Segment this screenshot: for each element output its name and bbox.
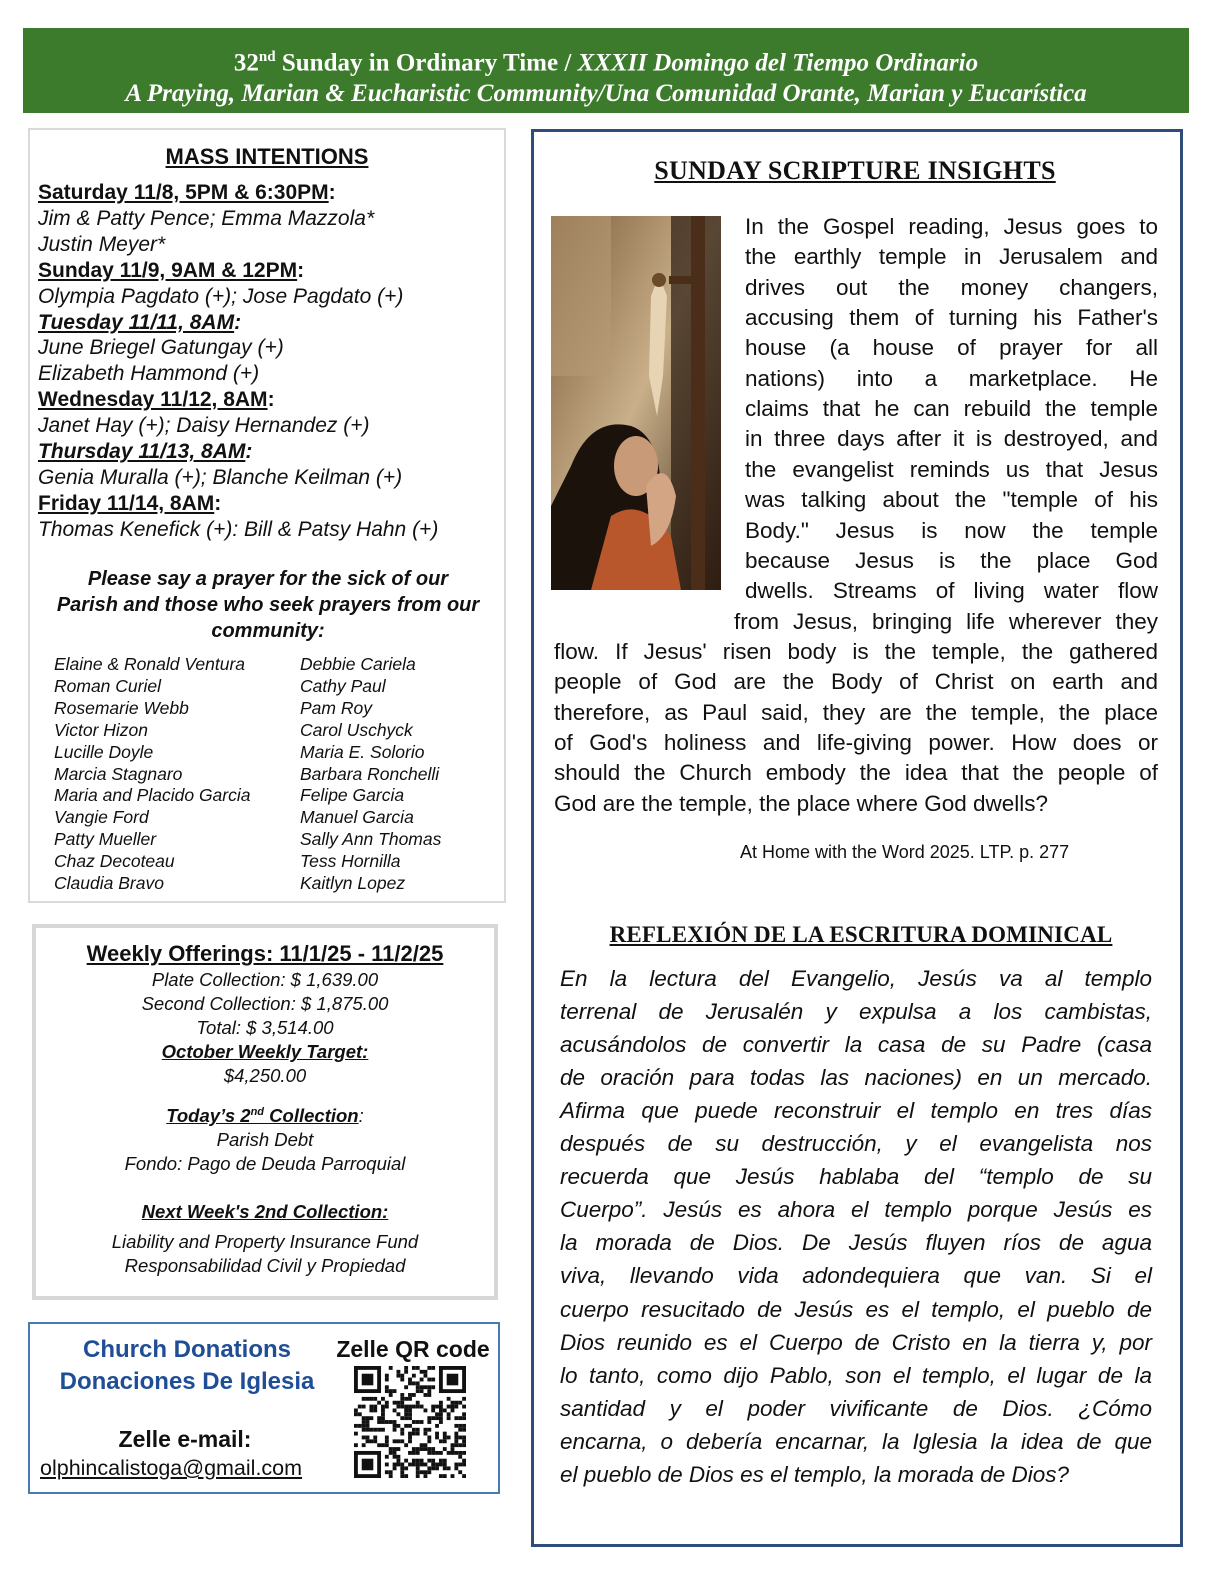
mass-day: Saturday 11/8, 5PM & 6:30PM bbox=[38, 181, 329, 204]
reflexion-line: Dios reunido es el Cuerpo de Cristo en la tierra y, por bbox=[560, 1329, 1152, 1355]
list-item: Chaz Decoteau bbox=[54, 851, 175, 872]
second-collection: Second Collection: $ 1,875.00 bbox=[141, 993, 389, 1014]
offerings-title: Weekly Offerings: 11/1/25 - 11/2/25 bbox=[86, 941, 444, 966]
reflexion-line: cuerpo resucitado de Jesús es el templo, el pueblo de bbox=[560, 1296, 1152, 1322]
insights-line: because Jesus is the place God bbox=[745, 547, 1158, 573]
donations-title: Church Donations Donaciones De Iglesia bbox=[59, 1336, 315, 1395]
reflexion-line: recuerda que Jesús hablaba del “templo de su bbox=[560, 1164, 1152, 1190]
mass-day: Sunday 11/9, 9AM & 12PM bbox=[38, 258, 298, 282]
next-collection-en: Liability and Property Insurance Fund bbox=[111, 1231, 419, 1253]
todays-collection-en: Parish Debt bbox=[216, 1129, 314, 1151]
mass-entry: Saturday 11/8, 5PM & 6:30PM: Jim & Patty Pence; Emma Mazzola* Justin Meyer* bbox=[38, 181, 375, 256]
mass-day: Thursday 11/13, 8AM bbox=[38, 440, 246, 464]
insights-line: Body." Jesus is now the temple bbox=[745, 517, 1158, 543]
insights-line: of God's holiness and life-giving power. How does or bbox=[554, 729, 1158, 755]
insights-line: accusing them of turning his Father's bbox=[745, 305, 1158, 331]
list-item: Elaine & Ronald Ventura bbox=[54, 654, 246, 674]
list-item: Patty Mueller bbox=[54, 829, 157, 850]
reflexion-line: acusándolos de convertir la casa de su Padre (casa bbox=[560, 1032, 1152, 1058]
mass-intentions-list bbox=[38, 180, 498, 543]
mass-entry: Tuesday 11/11, 8AM: June Briegel Gatungay (+) Elizabeth Hammond (+) bbox=[38, 310, 284, 386]
list-item: Cathy Paul bbox=[300, 675, 386, 696]
offerings-total: Total: $ 3,514.00 bbox=[196, 1017, 334, 1038]
reflexion-title: REFLEXIÓN DE LA ESCRITURA DOMINICAL bbox=[609, 922, 1113, 947]
zelle-qr-label: Zelle QR code bbox=[336, 1336, 490, 1362]
scripture-insights-title: SUNDAY SCRIPTURE INSIGHTS bbox=[654, 156, 1056, 185]
insights-line: In the Gospel reading, Jesus goes to bbox=[745, 214, 1158, 239]
list-item: Carol Uschyck bbox=[300, 719, 413, 740]
list-item: Lucille Doyle bbox=[54, 741, 154, 762]
insights-line: house (a house of prayer for all bbox=[745, 335, 1158, 361]
reflexion-line: la morada de Dios. De Jesús fluyen ríos de agua bbox=[560, 1230, 1152, 1256]
mass-day: Tuesday 11/11, 8AM bbox=[38, 310, 235, 334]
list-item: Debbie Cariela bbox=[300, 654, 416, 674]
list-item: Rosemarie Webb bbox=[54, 697, 189, 718]
list-item: Marcia Stagnaro bbox=[54, 763, 183, 784]
citation: At Home with the Word 2025. LTP. p. 277 bbox=[740, 842, 1070, 862]
reflexion-line: lo tanto, como dijo Pablo, son el templo, el lugar de la bbox=[560, 1362, 1152, 1388]
insights-line: people of God are the Body of Christ on earth and bbox=[554, 669, 1158, 695]
crucifix-prayer-photo bbox=[551, 216, 721, 590]
weekly-offerings-box bbox=[32, 924, 498, 1300]
reflexion-line: terrenal de Jerusalén y expulsa a los cambistas, bbox=[560, 999, 1152, 1025]
header-line-2: A Praying, Marian & Eucharistic Community/Una Comunidad Orante, Marian y Eucarística bbox=[125, 80, 1087, 108]
list-item: Maria and Placido Garcia bbox=[54, 785, 251, 806]
insights-line: was talking about the "temple of his bbox=[745, 487, 1158, 513]
mass-day: Wednesday 11/12, 8AM bbox=[38, 388, 268, 412]
reflexion-line: santidad y el poder vivificante de Dios. ¿Cómo bbox=[560, 1395, 1152, 1421]
insights-line: in three days after it is destroyed, and bbox=[745, 426, 1158, 452]
list-item: Kaitlyn Lopez bbox=[300, 873, 406, 894]
weekly-target-value: $4,250.00 bbox=[223, 1065, 307, 1086]
insights-line: drives out the money changers, bbox=[745, 274, 1158, 300]
list-item: Tess Hornilla bbox=[300, 851, 401, 872]
list-item: Pam Roy bbox=[300, 697, 372, 718]
church-donations-box bbox=[28, 1322, 500, 1494]
reflexion-line: el pueblo de Dios es el templo, la morada de Dios? bbox=[560, 1461, 1070, 1487]
list-item: Felipe Garcia bbox=[300, 785, 405, 806]
weekly-target-label: October Weekly Target: bbox=[161, 1041, 369, 1062]
reflexion-line: encarna, o debería encarnar, la Iglesia la idea de que bbox=[560, 1428, 1152, 1454]
zelle-email-label: Zelle e-mail: bbox=[118, 1426, 252, 1452]
list-item: Roman Curiel bbox=[54, 675, 161, 696]
list-item: Sally Ann Thomas bbox=[300, 829, 442, 850]
plate-collection: Plate Collection: $ 1,639.00 bbox=[151, 969, 379, 990]
zelle-email-link[interactable]: olphincalistoga@gmail.com bbox=[40, 1456, 303, 1480]
list-item: Vangie Ford bbox=[54, 807, 149, 828]
todays-collection-label: Today’s 2nd Collection: bbox=[166, 1105, 364, 1127]
insights-line: should the Church embody the idea that the people of bbox=[554, 760, 1158, 786]
insights-line: nations) into a marketplace. He bbox=[745, 365, 1158, 391]
reflexion-line: Afirma que puede reconstruir el templo en tres días bbox=[560, 1098, 1152, 1124]
mass-intentions-title: MASS INTENTIONS bbox=[165, 144, 369, 169]
sick-list-column-1 bbox=[54, 654, 250, 895]
insights-line: the earthly temple in Jerusalem and bbox=[745, 244, 1158, 270]
list-item: Claudia Bravo bbox=[54, 873, 164, 894]
mass-day: Friday 11/14, 8AM bbox=[38, 491, 215, 515]
insights-line: dwells. Streams of living water flow bbox=[745, 578, 1158, 604]
list-item: Maria E. Solorio bbox=[300, 741, 425, 762]
reflexion-line: En la lectura del Evangelio, Jesús va al templo bbox=[560, 966, 1152, 991]
bulletin-header bbox=[23, 28, 1189, 113]
next-collection-label: Next Week's 2nd Collection: bbox=[141, 1201, 389, 1223]
insights-line: the evangelist reminds us that Jesus bbox=[745, 456, 1158, 482]
insights-line: therefore, as Paul said, they are the temple, the place bbox=[554, 699, 1158, 725]
mass-entry: Sunday 11/9, 9AM & 12PM: Olympia Pagdato (+); Jose Pagdato (+) bbox=[38, 258, 404, 308]
todays-collection-es: Fondo: Pago de Deuda Parroquial bbox=[124, 1153, 406, 1175]
list-item: Barbara Ronchelli bbox=[300, 763, 440, 784]
sick-list-column-2 bbox=[300, 654, 441, 895]
prayer-request-heading: Please say a prayer for the sick of our Parish and those who seek prayers from our community: bbox=[56, 568, 480, 642]
reflexion-line: viva, llevando vida adondequiera que van. Si el bbox=[560, 1263, 1152, 1289]
insights-line: God are the temple, the place where God dwells? bbox=[554, 790, 1049, 816]
mass-entry: Thursday 11/13, 8AM: Genia Muralla (+); Blanche Keilman (+) bbox=[38, 440, 403, 489]
reflexion-line: después de su destrucción, y el evangelista nos bbox=[560, 1131, 1152, 1157]
insights-line: from Jesus, bringing life wherever they bbox=[734, 608, 1158, 634]
insights-line: flow. If Jesus' risen body is the temple, the gathered bbox=[554, 638, 1158, 664]
list-item: Victor Hizon bbox=[54, 719, 149, 740]
next-collection-es: Responsabilidad Civil y Propiedad bbox=[124, 1255, 406, 1277]
mass-entry: Friday 11/14, 8AM: Thomas Kenefick (+): Bill & Patsy Hahn (+) bbox=[38, 491, 439, 541]
insights-line: claims that he can rebuild the temple bbox=[745, 396, 1158, 422]
zelle-qr-code[interactable] bbox=[354, 1366, 466, 1478]
header-line-1: 32nd Sunday in Ordinary Time / XXXII Domingo del Tiempo Ordinario bbox=[233, 49, 979, 77]
reflexion-line: de oración para todas las naciones) en un mercado. bbox=[560, 1065, 1152, 1091]
list-item: Manuel Garcia bbox=[300, 807, 414, 828]
mass-entry: Wednesday 11/12, 8AM: Janet Hay (+); Daisy Hernandez (+) bbox=[38, 388, 370, 438]
reflexion-line: Cuerpo”. Jesús es ahora el templo porque Jesús es bbox=[560, 1197, 1152, 1223]
